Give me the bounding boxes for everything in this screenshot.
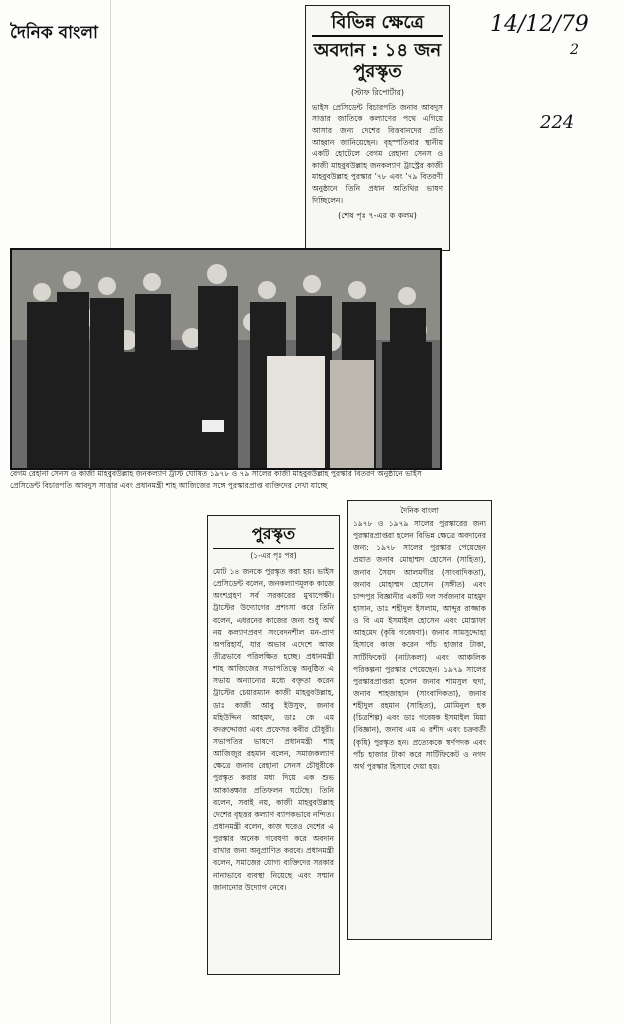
article-body: ভাইস প্রেসিডেন্ট বিচারপতি জনাব আবদুস সাত্তার জাতিকে কল্যাণের পথে এগিয়ে আসার জন্য দেশের বিত্তবানদের প্রতি আহ্বান জানিয়েছেন। বৃহস্পতিবার স্থানীয় একটি হোটেলে বেগম রেহানা সেনস ও কাজী মাহবুবউল্লাহ জনকল্যাণ ট্রাস্ট্রের কাজী মাহবুবউল্লাহ পুরস্কার ’৭৮ এবং ’৭৯ বিতরণী অনুষ্ঠানে তিনি প্রধান অতিথির ভাষণ দিচ্ছিলেন। <box>312 102 443 205</box>
continued-from-note: (১-এর পৃঃ পর) <box>250 551 297 560</box>
awardees-body: ১৯৭৮ ও ১৯৭৯ সালের পুরস্কারের জন্য পুরস্কারপ্রাপ্তরা হলেন বিভিন্ন ক্ষেত্রে অবদানের জন্য: ১৯৭৮ সালের পুরস্কার পেয়েছেন প্রয়াত জনাব মোহাম্মদ হোসেন (সাহিত্য), জনাব সৈয়দ আলমগীর (সাংবাদিকতা), জনাব মোহাম্মদ হোসেন (সঙ্গীত) এবং চান্দপুর বিজ্ঞানীর একটি দল সর্বজনাব মাহমুদ হাসান, ডাঃ শহীদুল ইসলাম, আব্দুর রাজ্জাক ও বি এম ইসমাইল হোসেন এবং মোস্তাফা আহমেদ (কৃষি গবেষণা)। জনাব সামসুদ্দোহা হিসাবে কাজ করেন পাঁচ হাজার টাকা, সার্টিফিকেট (নাট্যকলা) এবং আঞ্চলিক পরিকল্পনা পুরস্কার পেয়েছেন। ১৯৭৯ সালের পুরস্কারপ্রাপ্তরা হলেন জনাব শামসুল হুদা, জনাব শাহজাহান (সাংবাদিকতা), জনাব শহীদুল রহমান (সাহিত্য), মোমিনুল হক (চিত্রশিল্প) এবং ডাঃ গবেষক ইসমাইল মিয়া (বিজ্ঞান), জনাব এম এ রশীদ এবং চক্রবর্তী (কৃষি) পুরস্কৃত হন। প্রত্যেককে স্বর্ণপদক এবং পাঁচ হাজার টাকা করে সার্টিফিকেট ও নগদ অর্থ পুরস্কার হিসাবে দেয়া হয়। <box>353 519 486 771</box>
clipping-source-label: দৈনিক বাংলা <box>400 506 439 515</box>
continued-headline: পুরস্কৃত <box>213 521 334 549</box>
headline-top: বিভিন্ন ক্ষেত্রে <box>312 12 443 37</box>
group-photo-image <box>12 250 440 468</box>
page-fold-line <box>110 0 111 1024</box>
article-clipping-continued <box>207 515 340 975</box>
byline: (স্টাফ রিপোর্টার) <box>351 87 404 97</box>
article-clipping-awardees <box>347 500 492 940</box>
handwritten-page-mark: 2 <box>570 42 579 58</box>
handwritten-date: 14/12/79 <box>490 12 589 37</box>
article-clipping-main <box>305 5 450 251</box>
continued-body: মোট ১৪ জনকে পুরস্কৃত করা হয়। ভাইস প্রেসিডেন্ট বলেন, জনকল্যাণমূলক কাজে অংশগ্রহণ সর্ব সরকারের মুখাপেক্ষী। ট্রাস্টের উদ্যোগের প্রশংসা করে তিনি বলেন, এধরনের কাজের জন্য শুধু অর্থ নয় কল্যাণপ্রবণ সংবেদনশীল মন-প্রাণ অপরিহার্য, যার অভাব এদেশে আজ তীব্রভাবে পরিলক্ষিত হচ্ছে। প্রধানমন্ত্রী শাহ আজিজের সভাপতিত্বে অনুষ্ঠিত এ সভায় অন্যান্যের মধ্যে বক্তৃতা করেন ট্রাস্টের চেয়ারম্যান কাজী মাহবুবউল্লাহ, ডাঃ কাজী আবু ইউসুফ, জনাব মহিউদ্দিন আহমদ, ডাঃ কে এম বদরুদ্দোজা এবং প্রফেসর কবীর চৌধুরী। সভাপতির ভাষণে প্রধানমন্ত্রী শাহ আজিজুর রহমান বলেন, সমাজকল্যাণ ক্ষেত্রে জনাব রেহানা সেনস চৌধুরীকে পুরস্কৃত করার মধ্য দিয়ে এক শুভ আকাঙ্ক্ষার প্রতিফলন ঘটেছে। তিনি বলেন, সবাই নয়, কাজী মাহবুবউল্লাহ দেশের বৃহত্তর কল্যাণ ব্যাপকভাবে নন্দিত। প্রধানমন্ত্রী বলেন, কাজ ঘরেও দেশের এ পুরস্কার অনেক গবেষণা করে অবদান রাখার জন্য অনুপ্রাণিত করবে। প্রধানমন্ত্রী বলেন, সমাজের যোগ্য ব্যক্তিদের সরকার নানাভাবে ব্যবস্থা নিয়েছে এবং সম্মান জানানোর উদ্যোগ নেবে। <box>213 567 334 892</box>
continued-note: (শেষ পৃঃ ৭-এর ক কলম) <box>338 211 417 221</box>
handwritten-file-number: 224 <box>540 112 575 133</box>
photo-caption: বেগম রেহানা সেনস ও কাজী মাহবুবউল্লাহ জনকল্যাণ ট্রাস্ট ঘোষিত ১৯৭৮ ও ৭৯ সালের কাজী মাহবুবউল্লাহ পুরস্কার বিতরণ অনুষ্ঠানে ভাইস প্রেসিডেন্ট বিচারপতি আবদুস সাত্তার এবং প্রধানমন্ত্রী শাহ আজিজের সঙ্গে পুরস্কারপ্রাপ্ত ব্যক্তিদের দেখা যাচ্ছে <box>10 469 422 490</box>
newspaper-masthead: দৈনিক বাংলা <box>10 23 98 43</box>
headline-main: অবদান : ১৪ জন পুরস্কৃত <box>313 39 442 83</box>
group-photo <box>10 248 442 470</box>
